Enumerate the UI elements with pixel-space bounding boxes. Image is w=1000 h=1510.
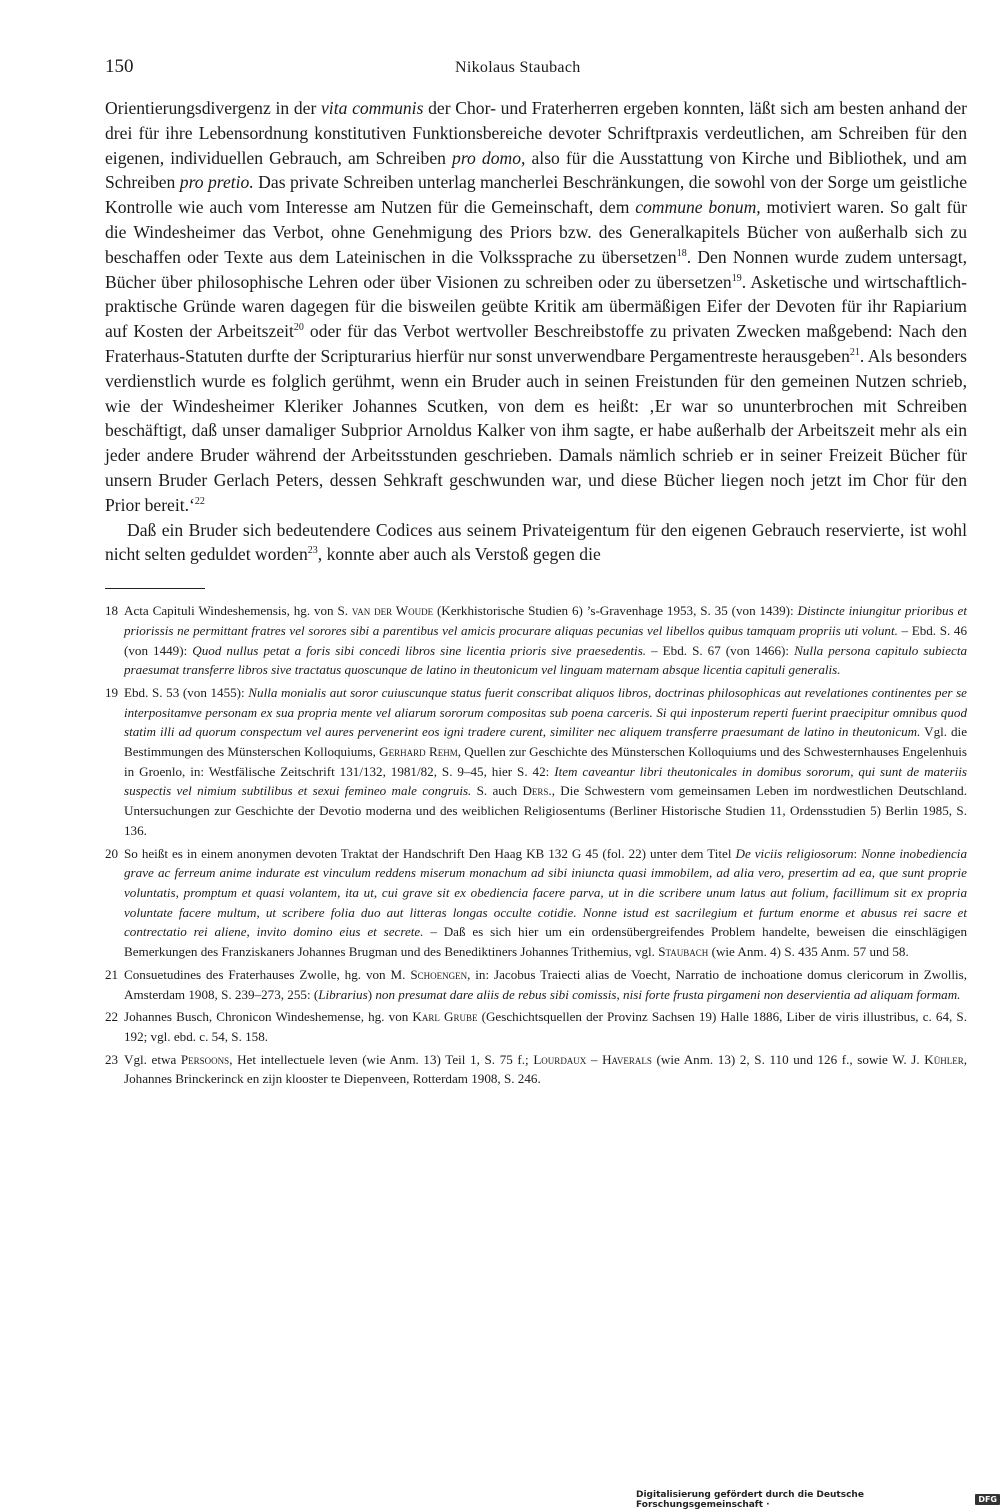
main-text bbox=[105, 96, 967, 567]
text-run: Johannes Busch, Chronicon Windeshemense, hg. von bbox=[124, 1009, 413, 1025]
text-run: Orientierungsdivergenz in der bbox=[105, 98, 321, 118]
text-run: – Daß es sich hier um ein ordensübergreifendes Problem handelte, beweisen die einschlägigen Bemerkungen des Franziskaners Johannes Brugman und des Benediktiners Johannes Trithemius, vgl. bbox=[124, 924, 967, 960]
small-caps-name: Ders. bbox=[522, 783, 552, 799]
small-caps-name: Gerhard Rehm bbox=[379, 744, 458, 760]
text-run: ) bbox=[367, 986, 376, 1002]
text-run: (Geschichtsquellen der Provinz Sachsen 19) Halle 1886, Liber de viris illustribus, c. 64, S. 192; vgl. ebd. c. 54, S. 158. bbox=[124, 1009, 967, 1044]
italic-text: pro domo, bbox=[452, 147, 526, 168]
footnote-21 bbox=[105, 965, 967, 1004]
text-run: oder für das Verbot wertvoller Beschreibstoffe zu privaten Zwecken maßgebend: Nach den Fraterhaus-Statuten durfte der Scripturarius hierfür nur sonst unverwendbare Pergamentreste herausgeben bbox=[105, 321, 967, 366]
text-run: So heißt es in einem anonymen devoten Traktat der Handschrift Den Haag KB 132 G 45 (fol. 22) unter dem Titel bbox=[124, 845, 736, 861]
footnote-number: 20 bbox=[105, 845, 119, 861]
text-run: also für die Ausstattung von Kirche und Bibliothek, und am Schreiben bbox=[105, 147, 967, 193]
text-run: (Kerkhistorische Studien 6) ’s-Gravenhage 1953, S. 35 (von 1439): bbox=[433, 603, 798, 619]
footnote-number: 21 bbox=[105, 966, 119, 982]
italic-text: commune bonum, bbox=[635, 197, 761, 218]
italic-text: pro pretio. bbox=[179, 172, 254, 193]
footnote-text bbox=[124, 965, 967, 1004]
text-run: Das private Schreiben unterlag mancherlei Beschränkungen, die sowohl von der Sorge um geistliche Kontrolle wie auch vom Interesse am Nutzen für die Gemeinschaft, dem bbox=[105, 172, 968, 218]
footnote-number: 19 bbox=[105, 684, 119, 700]
text-run: der Chor- und Fraterherren ergeben konnten, läßt sich am besten anhand der drei für ihre Lebensordnung konstitutiven Funktionsbereiche devoter Schriftpraxis verdeutlichen, am Schreiben für den eigenen, individuellen Gebrauch, am Schreiben bbox=[105, 98, 967, 168]
italic-text: De viciis religiosorum bbox=[735, 845, 854, 861]
text-run: . Als besonders verdienstlich wurde es folglich gerühmt, wenn ein Bruder auch in seinen Freistunden für den gemeinen Nutzen schrieb, wie der Windesheimer Kleriker Johannes Scutken, von dem es heißt: ‚Er war so ununterbrochen mit Schreiben beschäftigt, daß unser damaliger Subprior Arnoldus Kalker von ihm sagte, er habe außerhalb der Arbeitszeit mehr als ein jeder andere Bruder während der Arbeitsstunden geschrieben. Damals nämlich schrieb er in seiner Freizeit Bücher für unsern Bruder Gerlach Peters, dessen Sehkraft geschwunden war, und diese Bücher liegen noch jetzt im Chor für den Prior bereit.‘ bbox=[105, 345, 967, 515]
text-run: – Ebd. S. 46 (von 1449): bbox=[124, 622, 968, 658]
footnote-text bbox=[124, 844, 967, 962]
footnote-20 bbox=[105, 844, 967, 962]
italic-text: Nulla monialis aut soror cuiuscunque status fuerit conscribat aliquos libros, doctrinas philosophicas aut revelationes continentes per se interpositamve personam ex sua propria mente vel aliarum sororum compositas sub poena carceris. Si qui inposterum reperti fuerint praecipitur omnibus quod statim illi ad quorum conspectum vel aures pervenerint eos igni tradere curent, similiter nec aliquem transferre praesumant de latino in theutonicum. bbox=[124, 684, 967, 740]
footnote-number: 23 bbox=[105, 1051, 119, 1067]
italic-text: Item caveantur libri theutonicales in domibus sororum, qui sunt de materiis suspectis vel nimium subtilibus et sexui femineo male congruis. bbox=[124, 763, 968, 799]
small-caps-name: Karl Grube bbox=[412, 1009, 478, 1025]
footnote-22 bbox=[105, 1007, 967, 1046]
paragraph-1 bbox=[105, 96, 967, 518]
footnote-ref-20[interactable]: 20 bbox=[293, 322, 304, 334]
footnote-ref-18[interactable]: 18 bbox=[676, 247, 687, 259]
text-run: motiviert waren. So galt für die Windesheimer das Verbot, ohne Genehmigung des Priors bzw. des Generalkapitels Bücher von außerhalb sich zu beschaffen oder Texte aus dem Lateinischen in die Volkssprache zu übersetzen bbox=[105, 197, 967, 267]
footnote-19 bbox=[105, 683, 967, 841]
text-run: : bbox=[853, 845, 862, 861]
italic-text: vita communis bbox=[321, 98, 424, 118]
italic-text: Librarius bbox=[318, 986, 368, 1002]
text-run: , in: Jacobus Traiecti alias de Voecht, Narratio de inchoatione domus clericorum in Zwollis, Amsterdam 1908, S. 239–273, 255: ( bbox=[124, 966, 967, 1002]
small-caps-name: van der Woude bbox=[351, 603, 434, 619]
footnote-23 bbox=[105, 1050, 967, 1089]
dfg-logo: DFG bbox=[975, 1494, 1000, 1505]
footnote-ref-23[interactable]: 23 bbox=[307, 545, 318, 557]
footnote-number: 18 bbox=[105, 603, 119, 619]
italic-text: Nulla persona capitulo subiecta praesumat transferre libros sive tractatus quoscunque de latino in theutonicum vel linguam maternam absque licentia capituli generalis. bbox=[124, 642, 968, 678]
footnotes bbox=[105, 601, 967, 1089]
text-run: , Johannes Brinckerinck en zijn klooster te Diepenveen, Rotterdam 1908, S. 246. bbox=[124, 1051, 968, 1087]
book-page bbox=[105, 56, 967, 1092]
text-run: Vgl. etwa bbox=[124, 1051, 181, 1067]
italic-text: Nonne inobediencia grave ac ferreum anime indurate est vinculum reddens miserum monachum ad sibi iniuncta quasi immobilem, ad alia vero, presertim ad ea, que sunt proprie voluntatis, promptum et quasi volantem, ita ut, cui grave sit ex obediencia facere parva, ut in die scribere unum latus aut folium, facillimum sit ex propria voluntate facere multum, ut scribere folia duo aut litteras longas occulte cotidie. Nonne istud est sacrilegium et furtum enorme et abusus rei sacre et contrectatio rei aliene, invito domino eius et secrete. bbox=[124, 845, 967, 940]
footnote-ref-21[interactable]: 21 bbox=[849, 347, 860, 359]
footnote-text bbox=[124, 1050, 967, 1089]
footnote-18 bbox=[105, 601, 967, 680]
text-run: Acta Capituli Windeshemensis, hg. von S. bbox=[124, 603, 352, 619]
small-caps-name: Staubach bbox=[658, 944, 709, 960]
text-run: Ebd. S. 53 (von 1455): bbox=[124, 684, 249, 700]
text-run: , Het intellectuele leven (wie Anm. 13) Teil 1, S. 75 f.; bbox=[229, 1051, 534, 1067]
funding-text: Digitalisierung gefördert durch die Deutsche Forschungsgemeinschaft · bbox=[636, 1489, 864, 1510]
page-header bbox=[105, 56, 967, 96]
text-run: , konnte aber auch als Verstoß gegen die bbox=[317, 544, 601, 565]
text-run: Daß ein Bruder sich bedeutendere Codices aus seinem Privateigentum für den eigenen Gebrauch reservierte, ist wohl nicht selten geduldet worden bbox=[105, 519, 967, 565]
text-run: (wie Anm. 13) 2, S. 110 und 126 f., sowie W. J. bbox=[651, 1051, 925, 1067]
text-run: , Die Schwestern vom gemeinsamen Leben im nordwestlichen Deutschland. Untersuchungen zur Geschichte der Devotio moderna und des weiblichen Religiosentums (Berliner Historische Studien 11, Ordensstudien 5) Berlin 1985, S. 136. bbox=[124, 783, 967, 838]
footnote-ref-22[interactable]: 22 bbox=[194, 495, 205, 507]
text-run: Vgl. die Bestimmungen des Münsterschen Kolloquiums, bbox=[124, 724, 967, 760]
funding-banner bbox=[636, 1489, 1000, 1510]
footnote-text bbox=[124, 601, 967, 680]
footnote-text bbox=[124, 1007, 967, 1046]
small-caps-name: Schoengen bbox=[410, 966, 468, 982]
text-run: S. auch bbox=[471, 783, 523, 799]
text-run: . Den Nonnen wurde zudem untersagt, Bücher über philosophische Lehren oder über Visionen zu schreiben oder zu übersetzen bbox=[105, 246, 967, 292]
text-run: , Quellen zur Geschichte des Münsterschen Kolloquiums und des Schwesternhauses Engelenhuis in Groenlo, in: Westfälische Zeitschrift 131/132, 1981/82, S. 9–45, hier S. 42: bbox=[124, 744, 967, 779]
italic-text: non presumat dare aliis de rebus sibi comissis, nisi forte frusta pirgameni non deservientia ad aliquam formam. bbox=[375, 986, 961, 1002]
small-caps-name: Kühler bbox=[924, 1051, 964, 1067]
running-title: Nikolaus Staubach bbox=[455, 59, 581, 76]
text-run: (wie Anm. 4) S. 435 Anm. 57 und 58. bbox=[708, 944, 909, 960]
footnote-text bbox=[124, 683, 967, 841]
text-run: Consuetudines des Fraterhauses Zwolle, hg. von M. bbox=[124, 966, 411, 982]
small-caps-name: Lourdaux – Haverals bbox=[533, 1051, 652, 1067]
small-caps-name: Persoons bbox=[180, 1051, 230, 1067]
paragraph-2 bbox=[105, 518, 967, 568]
footnote-ref-19[interactable]: 19 bbox=[731, 272, 742, 284]
italic-text: Distincte iniungitur prioribus et priorissis ne permittant fratres vel sorores sibi a parentibus vel amicis procurare aliquas pecunias vel libellos quibus tamquam propriis uti volunt. bbox=[124, 603, 967, 638]
text-run: – Ebd. S. 67 (von 1466): bbox=[646, 642, 795, 658]
page-number: 150 bbox=[105, 56, 134, 77]
text-run: . Asketische und wirtschaftlich-praktische Gründe waren dagegen für die bisweilen geübte Kritik am übermäßigen Eifer der Devoten für ihr Rapiarium auf Kosten der Arbeitszeit bbox=[105, 271, 967, 342]
footnote-number: 22 bbox=[105, 1009, 119, 1025]
footnote-divider bbox=[105, 588, 205, 589]
italic-text: Quod nullus petat a foris sibi concedi libros sine licentia prioris sive praesedentis. bbox=[192, 642, 647, 658]
